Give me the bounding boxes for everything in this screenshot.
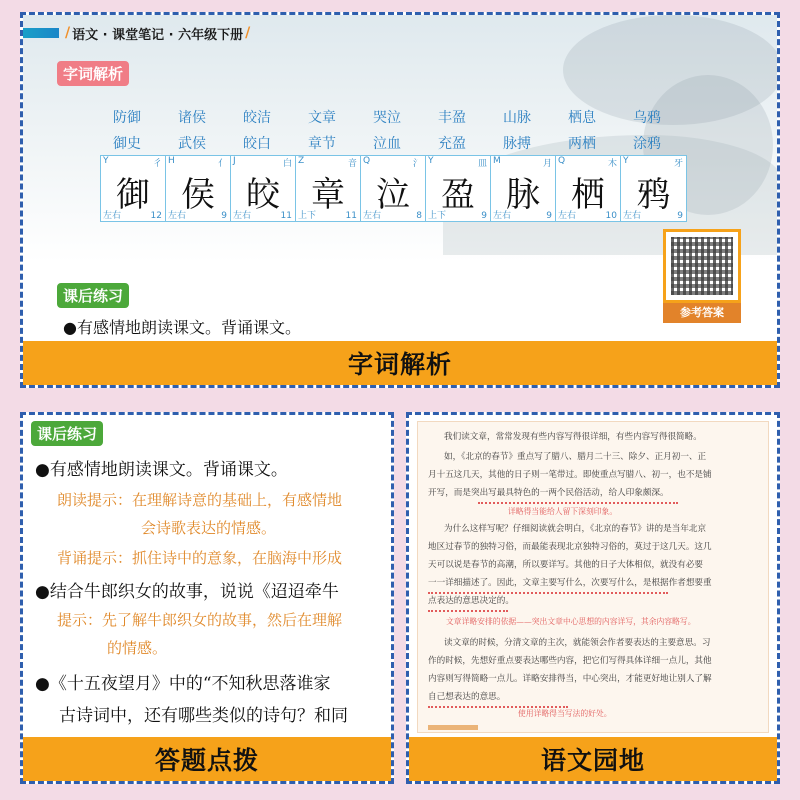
caption-text: 字词解析 — [347, 350, 452, 379]
caption-bar-top — [23, 341, 777, 385]
vocab-word: 哭泣 — [373, 110, 401, 126]
vocabulary-panel — [20, 12, 780, 388]
qr-label: 参考答案 — [663, 303, 741, 323]
margin-note: 详略得当能给人留下深刻印象。 — [508, 507, 618, 516]
vocab-word: 章节 — [308, 136, 336, 152]
caption-text: 语文园地 — [540, 746, 645, 775]
textbook-page — [417, 421, 769, 733]
character: 泣 — [376, 175, 410, 215]
vocab-word: 栖息 — [568, 110, 596, 126]
radical: 音 — [347, 159, 357, 169]
character-grid — [100, 155, 687, 222]
pinyin-initial: J — [233, 156, 236, 166]
doc-line: 一一详细描述了。因此，文章主要写什么，次要写什么，是根据作者想要重 — [428, 578, 712, 588]
doc-line: 地区过春节的独特习俗，而最能表现北京独特习俗的，莫过于这几天。这几 — [428, 542, 712, 552]
structure-label: 左右 — [103, 211, 122, 221]
pinyin-initial: M — [493, 156, 501, 166]
structure-label: 左右 — [493, 211, 512, 221]
vocab-word: 乌鸦 — [633, 110, 661, 126]
tip-line: 朗读提示：在理解诗意的基础上，有感情地 — [57, 491, 343, 509]
character-cell — [361, 156, 426, 221]
caption-bar-bottom-right — [409, 737, 777, 781]
chinese-garden-panel — [406, 412, 780, 784]
caption-text: 答题点拨 — [154, 746, 259, 775]
structure-label: 左右 — [168, 211, 187, 221]
pinyin-initial: Y — [103, 156, 109, 166]
tip-line: 的情感。 — [107, 639, 168, 657]
answer-qr[interactable] — [663, 229, 741, 325]
exercise-line: ●《十五夜望月》中的“不知秋思落谁家 — [35, 674, 331, 694]
character: 皎 — [246, 175, 280, 215]
margin-note: 使用详略得当写法的好处。 — [518, 709, 612, 718]
vocab-word: 丰盈 — [438, 110, 466, 126]
radical: 氵 — [412, 159, 422, 169]
stroke-count: 9 — [677, 211, 683, 221]
answer-tips-content — [23, 415, 391, 737]
stroke-count: 10 — [605, 211, 617, 221]
stroke-count: 11 — [345, 211, 357, 221]
doc-line: 如，《北京的春节》重点写了腊八、腊月二十三、除夕、正月初一、正 — [444, 452, 707, 462]
underline-mark — [478, 500, 678, 504]
vocab-word: 皎白 — [243, 136, 271, 152]
vocab-word: 两栖 — [568, 136, 596, 152]
exercise-line: ●有感情地朗读课文。背诵课文。 — [35, 460, 288, 480]
stroke-count: 12 — [150, 211, 162, 221]
radical: 木 — [607, 159, 617, 169]
margin-note: 文章详略安排的依据——突出文章中心思想的内容详写，其余内容略写。 — [446, 617, 696, 626]
doc-line: 开写，而是突出写最具特色的一两个民俗活动，给人印象颇深。 — [428, 488, 669, 498]
exercise-line: ●结合牛郎织女的故事，说说《迢迢牵牛 — [35, 582, 339, 602]
section-tag-practice: 课后练习 — [57, 283, 129, 308]
character: 御 — [116, 175, 150, 215]
doc-line: 为什么这样写呢？仔细阅读就会明白，《北京的春节》讲的是当年北京 — [444, 524, 707, 534]
character-cell — [166, 156, 231, 221]
underline-mark — [428, 608, 508, 612]
character-cell — [491, 156, 556, 221]
vocab-word: 涂鸦 — [633, 136, 661, 152]
doc-line: 内容则写得简略一点儿。详略安排得当，中心突出，才能更好地让别人了解 — [428, 674, 712, 684]
underline-mark — [428, 590, 668, 594]
doc-line: 点表达的意思决定的。 — [428, 596, 514, 606]
structure-label: 左右 — [363, 211, 382, 221]
pinyin-initial: Q — [558, 156, 566, 166]
stroke-count: 9 — [221, 211, 227, 221]
stroke-count: 11 — [280, 211, 292, 221]
caption-bar-bottom-left — [23, 737, 391, 781]
structure-label: 上下 — [298, 211, 317, 221]
pinyin-initial: H — [168, 156, 175, 166]
character: 脉 — [506, 175, 540, 215]
radical: 牙 — [673, 159, 683, 169]
vocab-word: 泣血 — [373, 136, 401, 152]
vocab-word: 山脉 — [503, 110, 531, 126]
stroke-count: 9 — [481, 211, 487, 221]
character-cell — [556, 156, 621, 221]
character-cell — [426, 156, 491, 221]
doc-line: 月十五这几天，其他的日子则一笔带过。即使重点写腊八、初一，也不是铺 — [428, 470, 712, 480]
underline-mark — [428, 704, 568, 708]
answer-tips-panel — [20, 412, 394, 784]
pinyin-initial: Q — [363, 156, 371, 166]
radical: 月 — [542, 159, 552, 169]
pinyin-initial: Y — [428, 156, 434, 166]
character-cell — [231, 156, 296, 221]
next-section-fragment — [428, 725, 478, 730]
tip-line: 提示：先了解牛郎织女的故事，然后在理解 — [57, 611, 343, 629]
character: 章 — [311, 175, 345, 215]
structure-label: 左右 — [558, 211, 577, 221]
stroke-count: 9 — [546, 211, 552, 221]
radical: 白 — [282, 159, 292, 169]
doc-line: 我们读文章，常常发现有些内容写得很详细，有些内容写得很简略。 — [444, 432, 702, 442]
tip-line: 背诵提示：抓住诗中的意象，在脑海中形成 — [57, 549, 343, 567]
stroke-count: 8 — [416, 211, 422, 221]
vocab-word: 文章 — [308, 110, 336, 126]
vocab-word: 充盈 — [438, 136, 466, 152]
radical: 皿 — [477, 159, 487, 169]
vocab-word: 诸侯 — [178, 110, 206, 126]
character-cell — [621, 156, 686, 221]
radical: 亻 — [217, 159, 227, 169]
vocab-word: 皎洁 — [243, 110, 271, 126]
vocab-word: 防御 — [113, 110, 141, 126]
word-row-2 — [113, 133, 698, 153]
doc-line: 自己想表达的意思。 — [428, 692, 506, 702]
character: 栖 — [571, 175, 605, 215]
character-cell — [101, 156, 166, 221]
pinyin-initial: Z — [298, 156, 305, 166]
character: 盈 — [441, 175, 475, 215]
doc-line: 作的时候，先想好重点要表达哪些内容，把它们写得具体详细一点儿，其他 — [428, 656, 712, 666]
practice-line: ●有感情地朗读课文。背诵课文。 — [63, 318, 301, 337]
exercise-line: 古诗词中，还有哪些类似的诗句？和同 — [59, 706, 348, 726]
book-header: / 语文 · 课堂笔记 · 六年级下册 / — [23, 23, 252, 43]
vocab-word: 武侯 — [178, 136, 206, 152]
structure-label: 左右 — [233, 211, 252, 221]
section-tag-vocabulary: 字词解析 — [57, 61, 129, 86]
structure-label: 左右 — [623, 211, 642, 221]
book-header-text: 语文 · 课堂笔记 · 六年级下册 — [72, 27, 244, 43]
radical: 彳 — [152, 159, 162, 169]
section-tag-practice: 课后练习 — [31, 421, 103, 446]
word-row-1 — [113, 107, 698, 127]
vocab-word: 御史 — [113, 136, 141, 152]
character: 鸦 — [636, 175, 671, 215]
vocab-word: 脉搏 — [503, 136, 531, 152]
pinyin-initial: Y — [623, 156, 629, 166]
doc-line: 天可以说是春节的高潮，所以要详写。其他的日子大体相似，就没有必要 — [428, 560, 704, 570]
character: 侯 — [181, 175, 215, 215]
doc-line: 读文章的时候，分清文章的主次，就能领会作者要表达的主要意思。习 — [444, 638, 711, 648]
structure-label: 上下 — [428, 211, 447, 221]
qr-code[interactable] — [663, 229, 741, 303]
character-cell — [296, 156, 361, 221]
tip-line: 会诗歌表达的情感。 — [141, 519, 277, 537]
